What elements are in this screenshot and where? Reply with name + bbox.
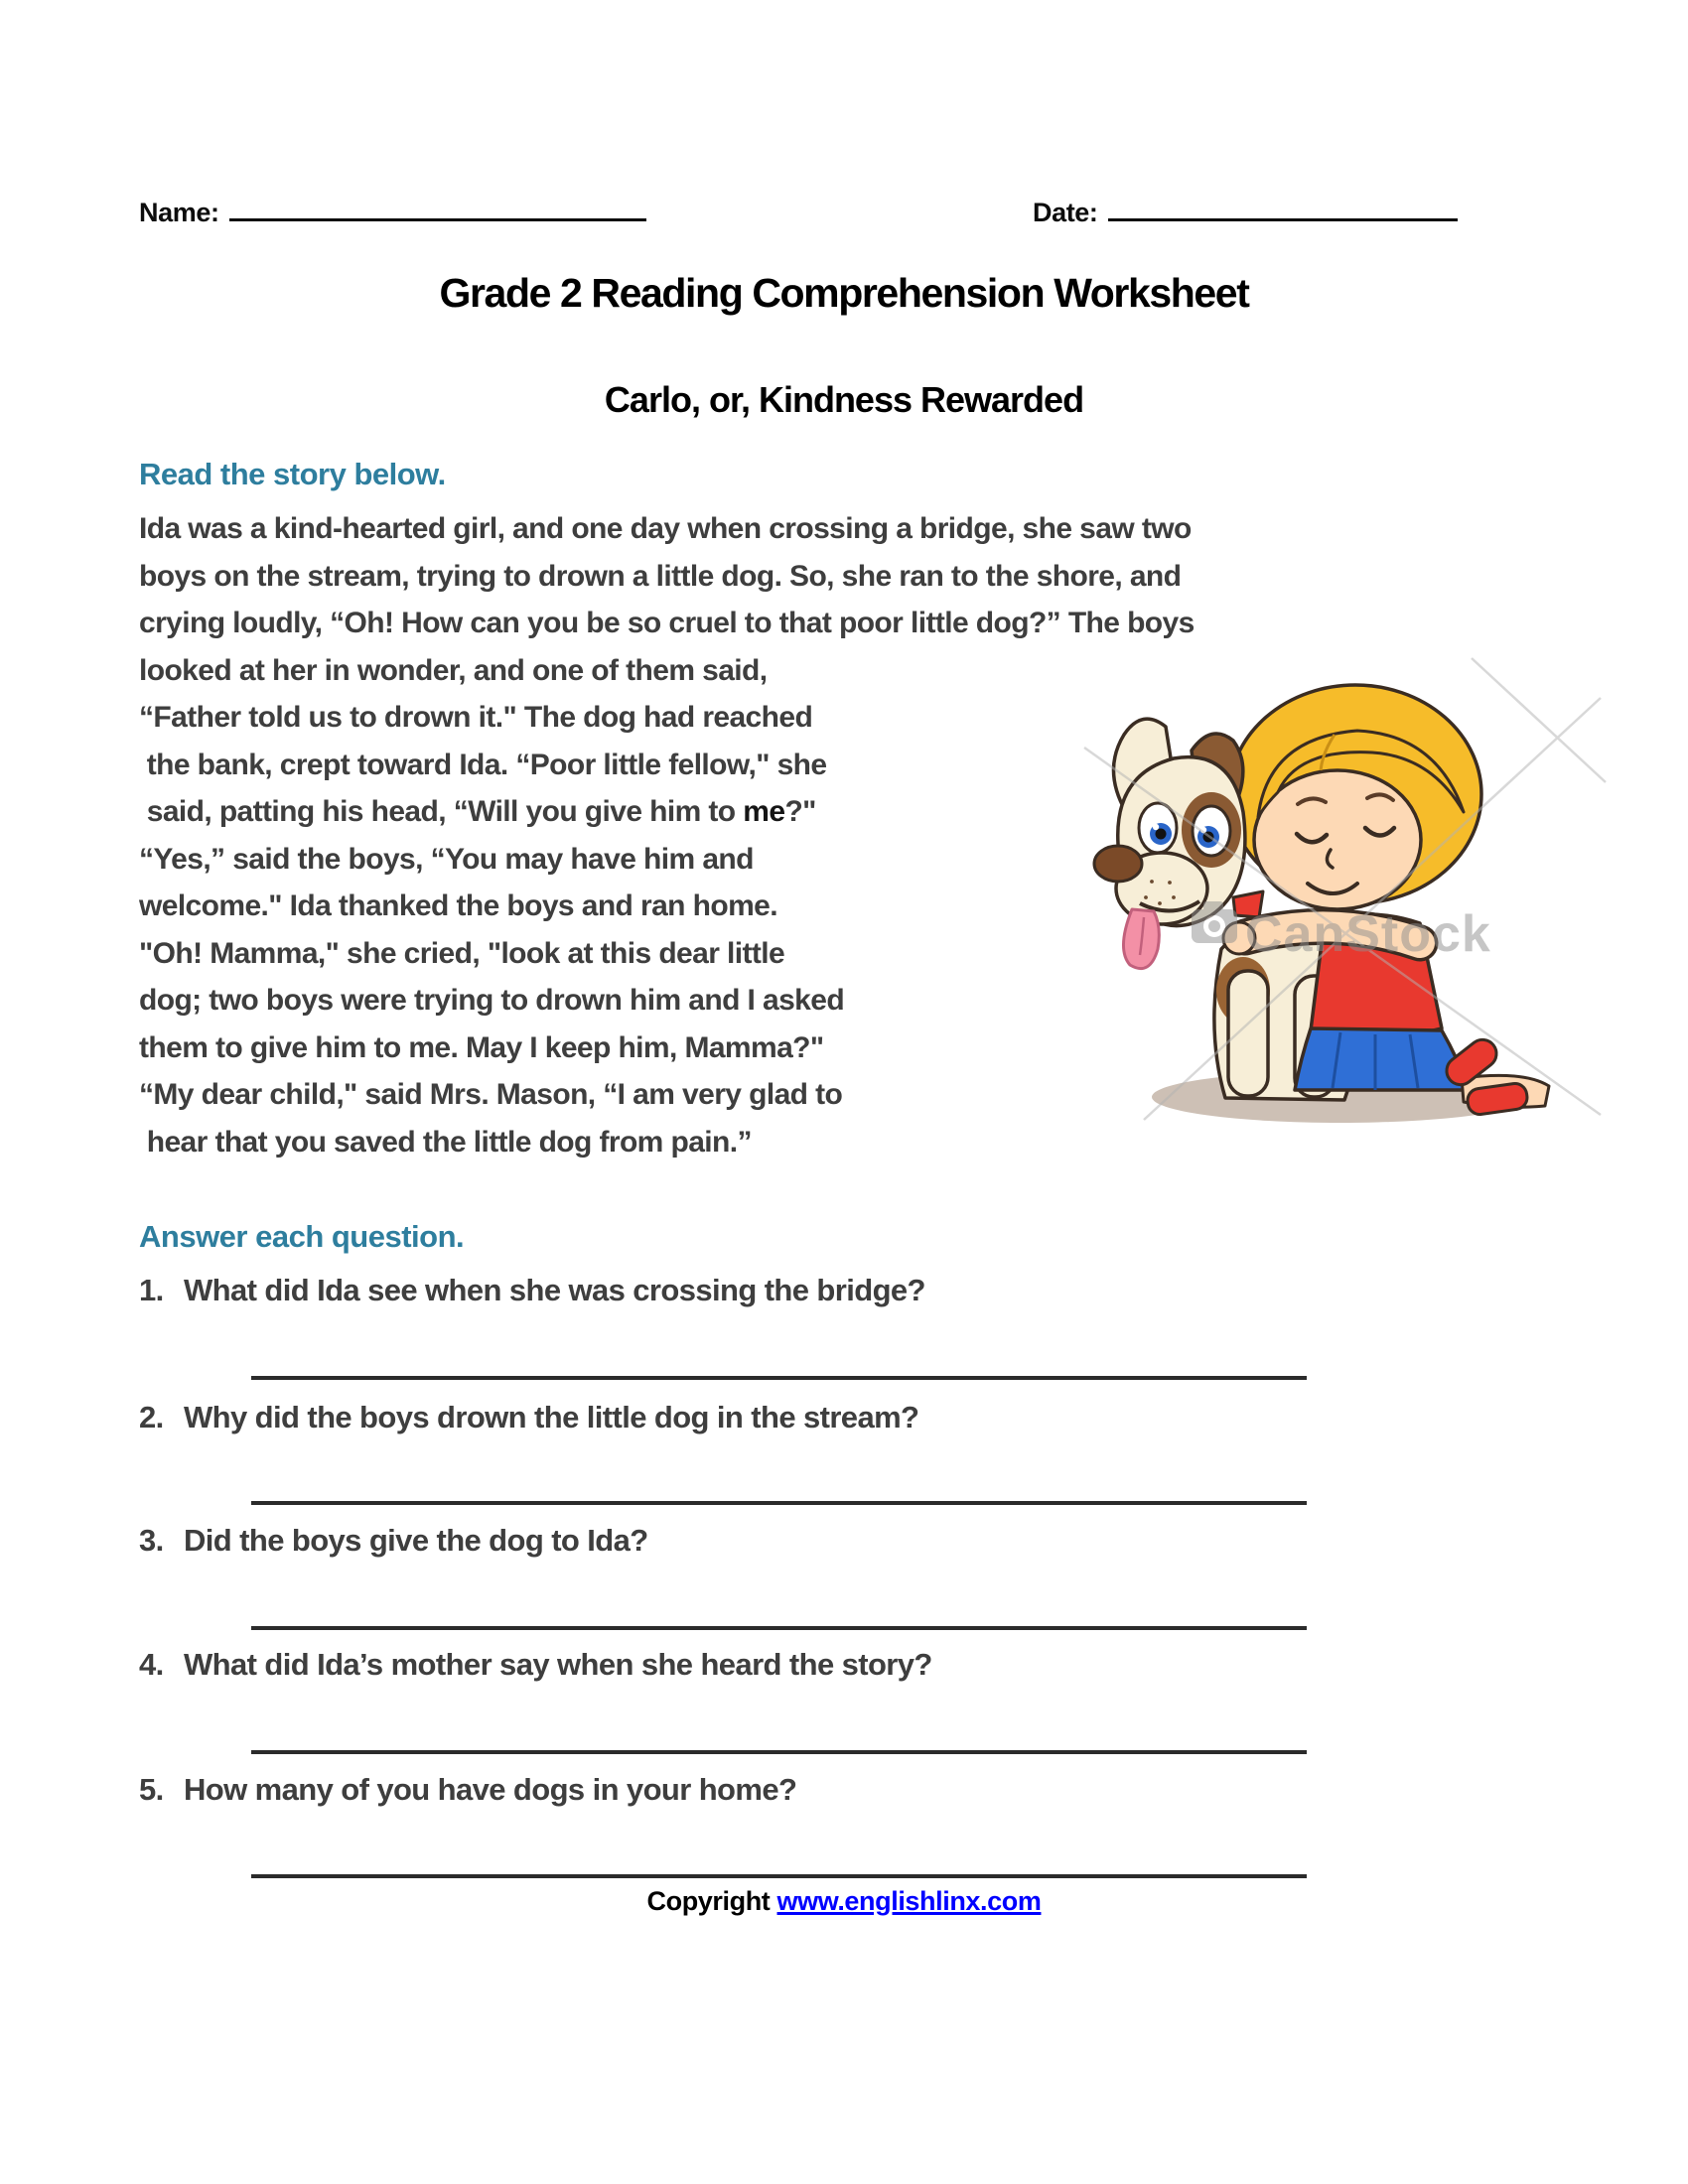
girl-hugging-dog-illustration [1074, 653, 1611, 1130]
question-item-2 [139, 1400, 918, 1435]
question-item-5 [139, 1772, 796, 1808]
story-line: welcome." Ida thanked the boys and ran home. [139, 889, 777, 922]
question-text: How many of you have dogs in your home? [184, 1772, 797, 1807]
watermark-text: CanStock [1245, 905, 1491, 963]
page-title: Grade 2 Reading Comprehension Worksheet [439, 270, 1249, 316]
answer-blank-2 [251, 1501, 1307, 1505]
name-blank [229, 195, 646, 221]
question-text: What did Ida see when she was crossing the bridge? [184, 1273, 925, 1307]
read-story-heading: Read the story below. [139, 457, 446, 491]
story-line [139, 788, 1195, 836]
story-line: boys on the stream, trying to drown a little dog. So, she ran to the shore, and [139, 559, 1182, 593]
story-line: hear that you saved the little dog from pain.” [139, 1125, 752, 1159]
story-paragraph [139, 505, 1195, 1165]
worksheet-subtitle: Carlo, or, Kindness Rewarded [604, 379, 1084, 420]
question-text: What did Ida’s mother say when she heard the story? [184, 1647, 932, 1682]
date-row [1033, 195, 1458, 228]
story-line: “Yes,” said the boys, “You may have him and [139, 842, 754, 876]
story-line: looked at her in wonder, and one of them said, [139, 653, 768, 687]
story-line: “My dear child," said Mrs. Mason, “I am very glad to [139, 1078, 843, 1111]
story-line: "Oh! Mamma," she cried, "look at this dear little [139, 936, 785, 970]
story-line: “Father told us to drown it." The dog had reached [139, 701, 813, 734]
question-item-3 [139, 1523, 648, 1559]
name-row [139, 195, 646, 228]
story-line-7-emphasis: me [743, 795, 785, 828]
answer-blank-5 [251, 1874, 1307, 1878]
story-line: crying loudly, “Oh! How can you be so cruel to that poor little dog?” The boys [139, 607, 1195, 639]
question-number: 5. [139, 1772, 164, 1807]
answer-blank-3 [251, 1626, 1307, 1630]
question-text: Why did the boys drown the little dog in the stream? [184, 1400, 919, 1434]
story-line: the bank, crept toward Ida. “Poor little fellow," she [139, 748, 827, 781]
question-item-4 [139, 1647, 932, 1683]
dog-nose [1094, 846, 1142, 882]
name-label: Name: [139, 198, 219, 227]
copyright-link[interactable]: www.englishlinx.com [776, 1886, 1042, 1916]
answer-questions-heading: Answer each question. [139, 1219, 465, 1254]
answer-blank-1 [251, 1376, 1307, 1380]
copyright-label: Copyright [646, 1886, 771, 1916]
question-number: 3. [139, 1523, 164, 1558]
story-line: Ida was a kind-hearted girl, and one day when crossing a bridge, she saw two [139, 512, 1192, 545]
question-number: 4. [139, 1647, 164, 1682]
copyright-row [0, 1886, 1688, 1917]
answer-blank-4 [251, 1750, 1307, 1754]
girl-blue-skirt [1295, 1028, 1470, 1090]
story-line: them to give him to me. May I keep him, Mamma?" [139, 1030, 824, 1064]
question-number: 2. [139, 1400, 164, 1434]
question-number: 1. [139, 1273, 164, 1307]
date-label: Date: [1033, 198, 1098, 227]
question-item-1 [139, 1273, 925, 1308]
story-line-7-post: ?" [784, 795, 816, 828]
story-line-7-pre: said, patting his head, “Will you give him to [139, 795, 744, 828]
date-blank [1108, 195, 1458, 221]
question-text: Did the boys give the dog to Ida? [184, 1523, 648, 1558]
story-line: dog; two boys were trying to drown him and I asked [139, 984, 845, 1017]
